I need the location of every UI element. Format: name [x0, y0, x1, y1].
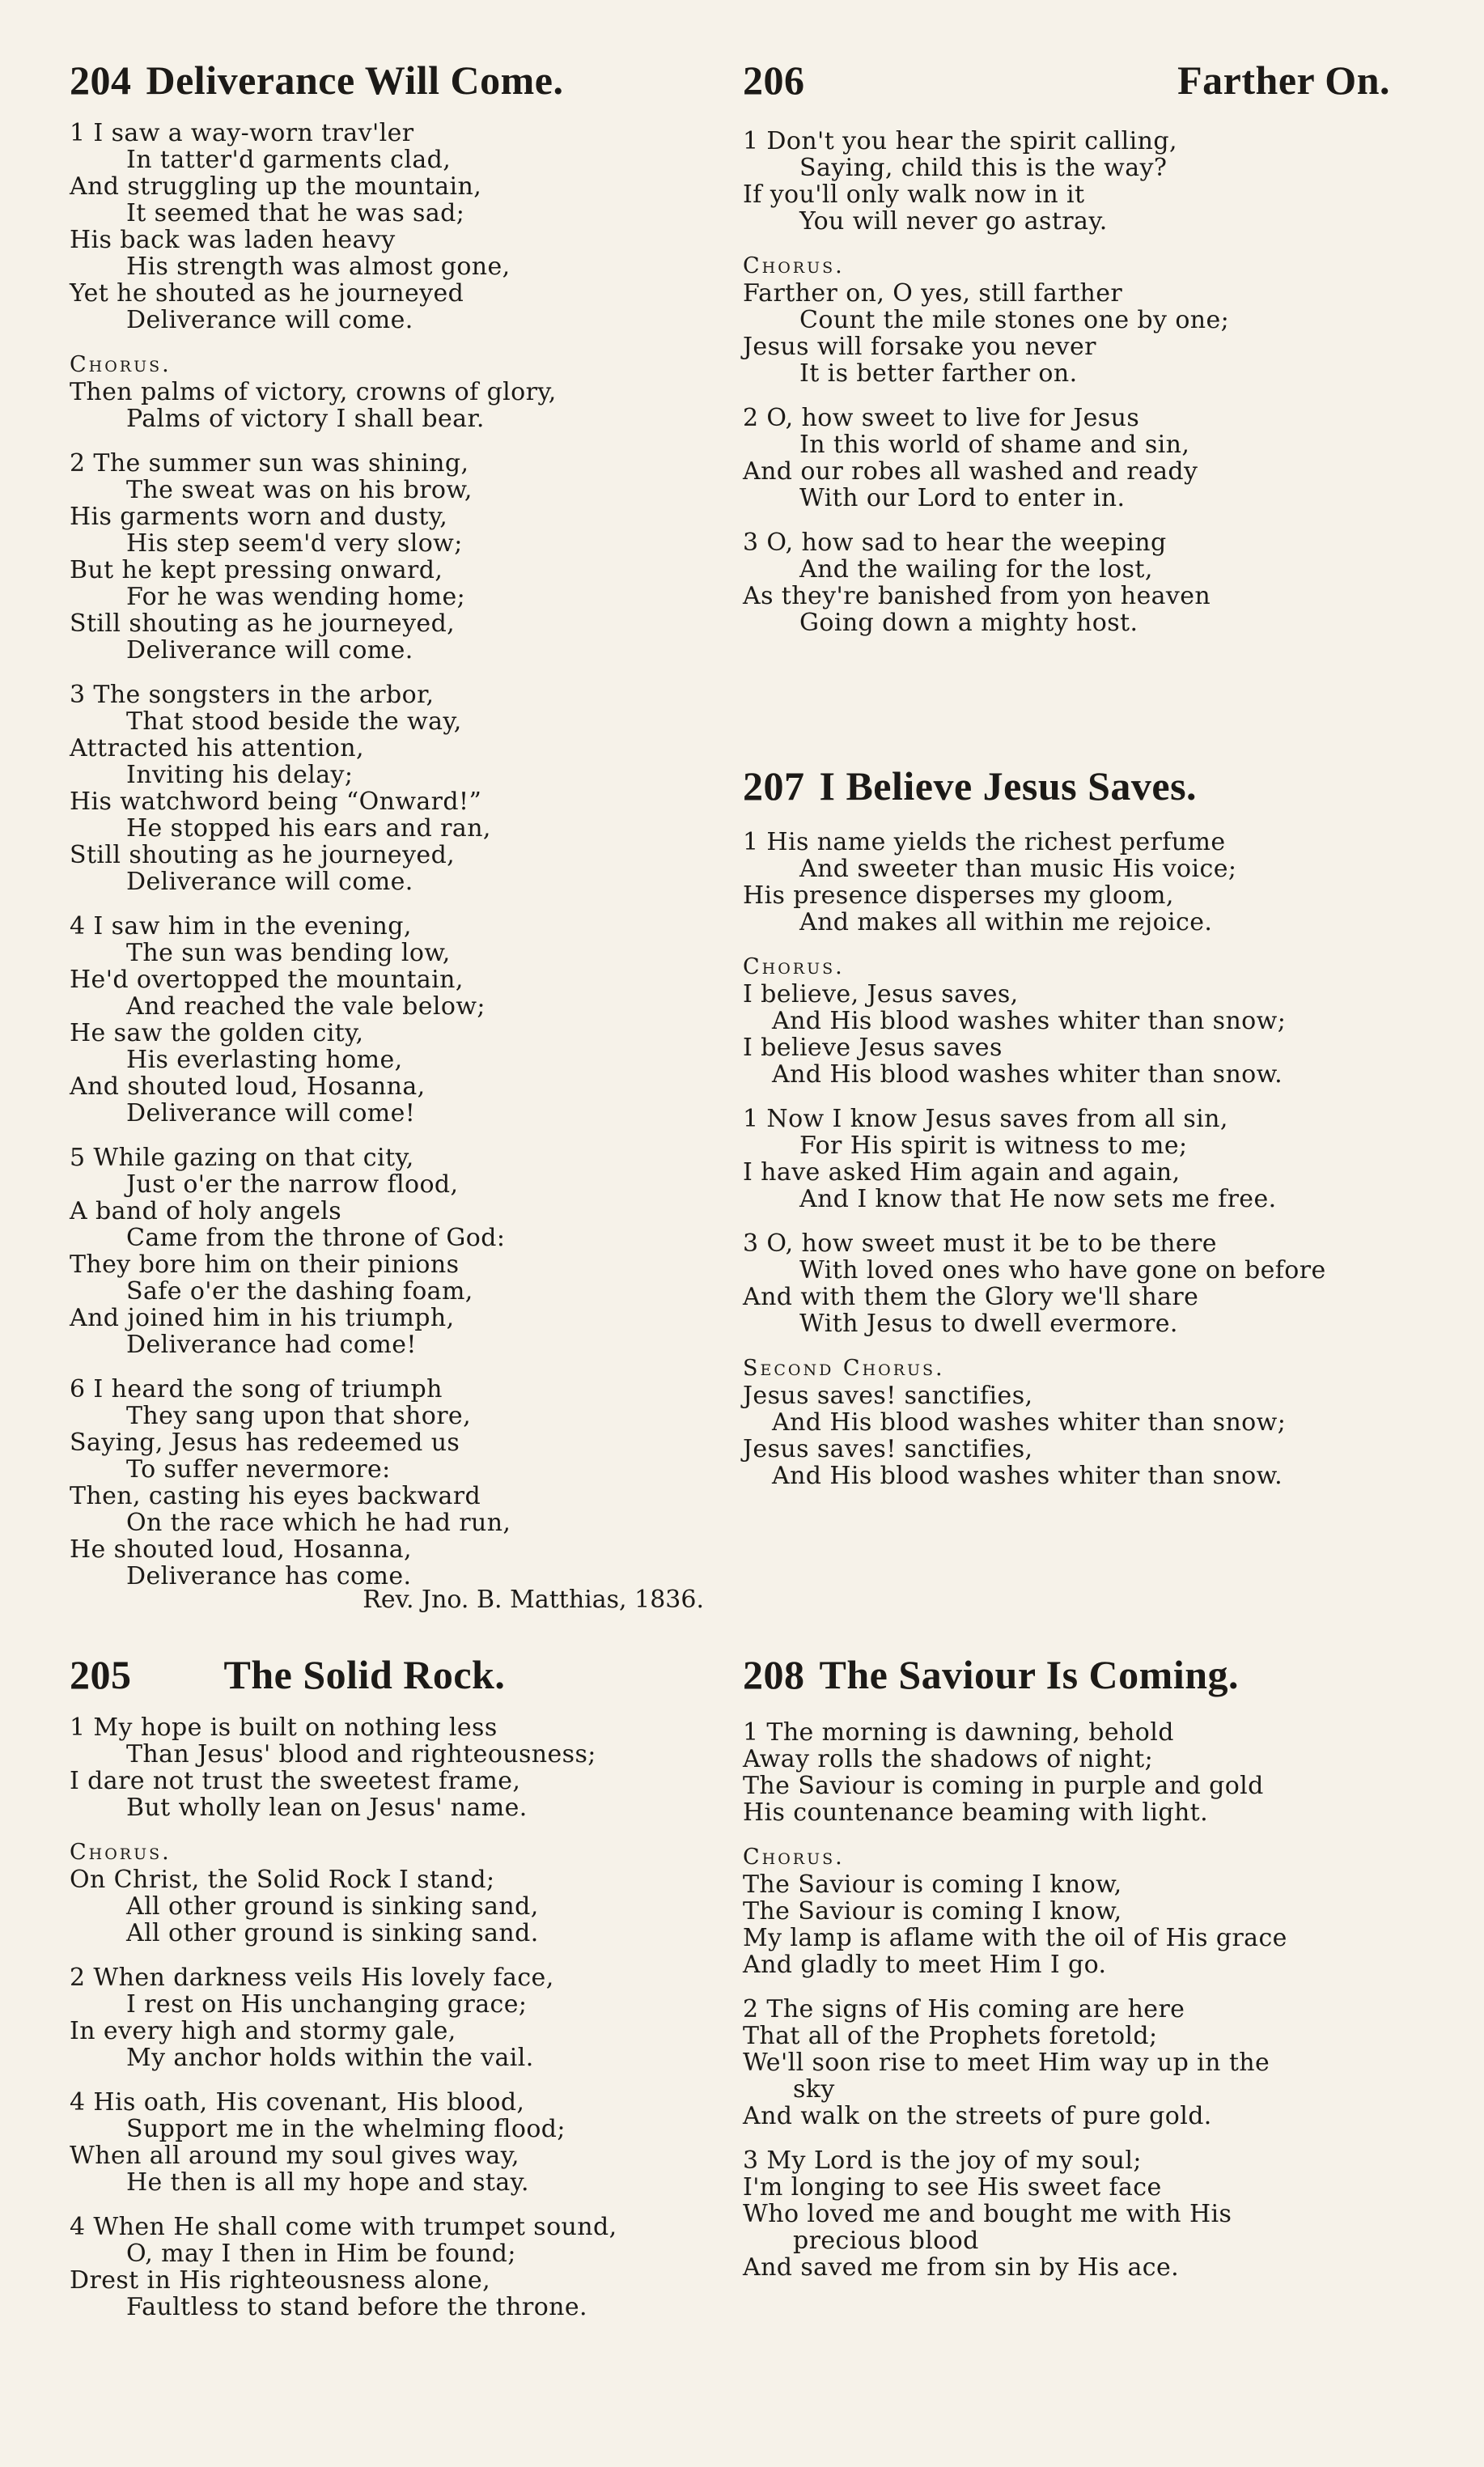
chorus	[743, 953, 1414, 1088]
verse-line: And the wailing for the lost,	[799, 555, 1153, 584]
verse-3	[743, 1230, 1414, 1337]
chorus	[743, 1844, 1414, 1978]
verse-3	[743, 2147, 1414, 2281]
verse-line: They sang upon that shore,	[126, 1402, 472, 1430]
chorus-label: Chorus.	[743, 954, 845, 979]
verse-line: 2 O, how sweet to live for Jesus	[743, 404, 1140, 432]
verse-line: In this world of shame and sin,	[799, 431, 1190, 459]
verse-1	[743, 128, 1414, 235]
verse-line: Still shouting as he journeyed,	[70, 841, 456, 869]
verse-2	[70, 450, 717, 664]
verse-4	[70, 913, 717, 1127]
verse-line: His presence disperses my gloom,	[743, 881, 1174, 910]
second-chorus-label: Second Chorus.	[743, 1356, 945, 1381]
verse-line: Deliverance will come.	[126, 306, 413, 334]
verse-line: Deliverance has come.	[126, 1562, 412, 1590]
verse-line: We'll soon rise to meet Him way up in the	[743, 2049, 1270, 2077]
verse-line: Going down a mighty host.	[799, 609, 1138, 637]
verse-line: But he kept pressing onward,	[70, 556, 443, 584]
verse-line: I'm longing to see His sweet face	[743, 2173, 1162, 2202]
chorus-line: The Saviour is coming I know,	[743, 1870, 1122, 1899]
hymn-204	[70, 57, 717, 1613]
verse-line: 1 The morning is dawning, behold	[743, 1718, 1174, 1747]
hymn-header	[743, 57, 1414, 104]
verse-line: Just o'er the narrow flood,	[126, 1170, 459, 1199]
verse-line: Deliverance will come.	[126, 636, 413, 665]
chorus-line: Jesus saves! sanctifies,	[743, 1435, 1033, 1463]
verse-line: To suffer nevermore:	[126, 1455, 391, 1484]
verse-line: He then is all my hope and stay.	[126, 2168, 529, 2197]
verse-line: And I know that He now sets me free.	[799, 1185, 1277, 1213]
verse-line: When all around my soul gives way,	[70, 2142, 519, 2170]
verse-3	[70, 682, 717, 895]
verse-line: 5 While gazing on that city,	[70, 1144, 414, 1172]
chorus	[743, 253, 1414, 387]
verse-line: My anchor holds within the vail.	[126, 2044, 534, 2072]
chorus-line: And gladly to meet Him I go.	[743, 1951, 1107, 1979]
verse-line: Saying, child this is the way?	[799, 154, 1168, 182]
chorus-label: Chorus.	[743, 1845, 845, 1870]
hymn-207	[743, 762, 1414, 1507]
verse-2	[70, 1964, 717, 2071]
verse-3	[743, 529, 1414, 636]
verse-line: With loved ones who have gone on before	[799, 1256, 1326, 1284]
verse-line: For he was wending home;	[126, 583, 466, 611]
verse-1	[743, 829, 1414, 936]
verse-1	[70, 1714, 717, 1821]
chorus-line: The Saviour is coming I know,	[743, 1897, 1122, 1926]
verse-line: And saved me from sin by His ace.	[743, 2253, 1180, 2282]
verse-line: Drest in His righteousness alone,	[70, 2266, 491, 2295]
verse-line: As they're banished from yon heaven	[743, 582, 1211, 610]
verse-line: For His spirit is witness to me;	[799, 1132, 1188, 1160]
verse-line: He'd overtopped the mountain,	[70, 966, 464, 994]
verse-line: He saw the golden city,	[70, 1019, 364, 1047]
hymn-body	[743, 1719, 1414, 2281]
hymn-body	[70, 1714, 717, 2321]
hymn-206	[743, 57, 1414, 654]
verse-line: They bore him on their pinions	[70, 1250, 460, 1279]
hymn-title: The Saviour Is Coming.	[819, 1652, 1240, 1697]
verse-line: Than Jesus' blood and righteousness;	[126, 1740, 596, 1769]
verse-line: Faultless to stand before the throne.	[126, 2293, 587, 2321]
chorus-line: I believe Jesus saves	[743, 1034, 1003, 1062]
verse-line: A band of holy angels	[70, 1197, 342, 1225]
verse-line: Yet he shouted as he journeyed	[70, 279, 464, 308]
verse-line: And joined him in his triumph,	[70, 1304, 455, 1332]
chorus-line: And His blood washes whiter than snow;	[772, 1007, 1287, 1035]
verse-line: You will never go astray.	[799, 207, 1108, 236]
verse-line: His step seem'd very slow;	[126, 529, 463, 558]
verse-line: 1 I saw a way-worn trav'ler	[70, 119, 414, 147]
chorus-line: All other ground is sinking sand.	[126, 1919, 539, 1947]
verse-line: 2 When darkness veils His lovely face,	[70, 1964, 554, 1992]
verse-line: His everlasting home,	[126, 1046, 403, 1074]
verse-line: sky	[793, 2075, 835, 2104]
chorus-line: All other ground is sinking sand,	[126, 1892, 539, 1921]
verse-line: And walk on the streets of pure gold.	[743, 2102, 1212, 2130]
chorus-label: Chorus.	[70, 1840, 172, 1865]
chorus-line: Count the mile stones one by one;	[799, 306, 1230, 334]
verse-line: And struggling up the mountain,	[70, 172, 482, 201]
verse-2	[743, 1996, 1414, 2129]
verse-line: 1 His name yields the richest perfume	[743, 828, 1226, 856]
verse-line: And shouted loud, Hosanna,	[70, 1072, 426, 1101]
verse-line: His garments worn and dusty,	[70, 503, 448, 531]
hymn-title: Deliverance Will Come.	[146, 57, 564, 103]
verse-line: Then, casting his eyes backward	[70, 1482, 481, 1510]
hymn-body	[743, 128, 1414, 636]
hymn-header	[70, 57, 717, 104]
chorus-line: On Christ, the Solid Rock I stand;	[70, 1866, 495, 1894]
chorus-line: And His blood washes whiter than snow.	[772, 1060, 1283, 1089]
verse-line: It seemed that he was sad;	[126, 199, 465, 227]
verse-line: 2 The summer sun was shining,	[70, 449, 469, 478]
chorus-line: Palms of victory I shall bear.	[126, 405, 485, 433]
verse-line: 1 My hope is built on nothing less	[70, 1713, 498, 1742]
verse-line: 1 Don't you hear the spirit calling,	[743, 127, 1177, 155]
chorus	[70, 351, 717, 432]
verse-line: Support me in the whelming flood;	[126, 2115, 566, 2143]
verse-line: His watchword being “Onward!”	[70, 788, 482, 816]
chorus-label: Chorus.	[70, 352, 172, 377]
hymn-205	[70, 1651, 717, 2338]
hymn-header	[70, 1651, 717, 1698]
verse-line: If you'll only walk now in it	[743, 180, 1085, 209]
verse-line: I have asked Him again and again,	[743, 1158, 1181, 1187]
verse-4a	[70, 2089, 717, 2196]
hymn-body	[743, 829, 1414, 1489]
verse-line: Deliverance had come!	[126, 1331, 417, 1359]
verse-line: 4 When He shall come with trumpet sound,	[70, 2213, 617, 2241]
chorus-label: Chorus.	[743, 253, 845, 278]
verse-line: Away rolls the shadows of night;	[743, 1745, 1154, 1773]
verse-line: I rest on His unchanging grace;	[126, 1990, 528, 2019]
verse-line: He shouted loud, Hosanna,	[70, 1535, 412, 1564]
chorus-line: Farther on, O yes, still farther	[743, 279, 1123, 308]
verse-line: O, may I then in Him be found;	[126, 2240, 516, 2268]
verse-line: Deliverance will come.	[126, 868, 413, 896]
hymn-title: I Believe Jesus Saves.	[819, 763, 1198, 809]
chorus-line: It is better farther on.	[799, 359, 1078, 388]
hymn-header	[743, 1651, 1414, 1698]
verse-line: Deliverance will come!	[126, 1099, 416, 1127]
verse-line: In tatter'd garments clad,	[126, 146, 452, 174]
chorus-line: Jesus will forsake you never	[743, 333, 1096, 361]
verse-1	[70, 120, 717, 333]
hymn-number: 208	[743, 1652, 805, 1697]
verse-line: Saying, Jesus has redeemed us	[70, 1429, 460, 1457]
verse-line: 4 I saw him in the evening,	[70, 912, 412, 941]
verse-5	[70, 1144, 717, 1358]
verse-line: With Jesus to dwell evermore.	[799, 1310, 1178, 1338]
verse-6	[70, 1376, 717, 1590]
hymn-title: The Solid Rock.	[223, 1652, 506, 1697]
verse-line: And makes all within me rejoice.	[799, 908, 1213, 936]
verse-line: And sweeter than music His voice;	[799, 855, 1237, 883]
chorus	[70, 1839, 717, 1947]
verse-line: The sun was bending low,	[126, 939, 451, 967]
hymn-number: 207	[743, 763, 805, 809]
chorus-line: Then palms of victory, crowns of glory,	[70, 378, 557, 406]
verse-line: That all of the Prophets foretold;	[743, 2022, 1158, 2050]
verse-line: Attracted his attention,	[70, 734, 364, 762]
hymn-title: Farther On.	[1177, 57, 1390, 103]
verse-line: His back was laden heavy	[70, 226, 396, 254]
verse-line: On the race which he had run,	[126, 1509, 511, 1537]
attribution: Rev. Jno. B. Matthias, 1836.	[363, 1586, 704, 1614]
verse-line: Inviting his delay;	[126, 761, 354, 789]
verse-line: His countenance beaming with light.	[743, 1798, 1209, 1827]
chorus-line: And His blood washes whiter than snow;	[772, 1408, 1287, 1437]
verse-line: 3 The songsters in the arbor,	[70, 681, 435, 709]
hymn-number: 205	[70, 1652, 132, 1697]
verse-line: 1 Now I know Jesus saves from all sin,	[743, 1105, 1228, 1133]
verse-line: He stopped his ears and ran,	[126, 814, 491, 843]
verse-line: That stood beside the way,	[126, 707, 462, 736]
verse-2	[743, 405, 1414, 512]
verse-line: Came from the throne of God:	[126, 1224, 506, 1252]
chorus-line: And His blood washes whiter than snow.	[772, 1462, 1283, 1490]
verse-line: And our robes all washed and ready	[743, 457, 1198, 486]
hymn-header	[743, 762, 1414, 809]
chorus-line: My lamp is aflame with the oil of His grace	[743, 1924, 1287, 1952]
hymn-208	[743, 1651, 1414, 2299]
chorus-line: Jesus saves! sanctifies,	[743, 1382, 1033, 1410]
verse-line: Who loved me and bought me with His	[743, 2200, 1232, 2228]
verse-line: With our Lord to enter in.	[799, 484, 1126, 512]
verse-line: Still shouting as he journeyed,	[70, 609, 456, 638]
verse-line: I dare not trust the sweetest frame,	[70, 1767, 521, 1795]
verse-line: 2 The signs of His coming are here	[743, 1995, 1185, 2023]
verse-line: precious blood	[793, 2227, 979, 2255]
verse-line: In every high and stormy gale,	[70, 2017, 456, 2045]
verse-4b	[70, 2214, 717, 2321]
verse-line: And reached the vale below;	[126, 992, 485, 1021]
hymn-number: 206	[743, 57, 805, 103]
second-chorus	[743, 1355, 1414, 1489]
verse-2	[743, 1106, 1414, 1212]
verse-line: The Saviour is coming in purple and gold	[743, 1772, 1264, 1800]
verse-1	[743, 1719, 1414, 1826]
verse-line: 3 O, how sad to hear the weeping	[743, 529, 1167, 557]
verse-line: The sweat was on his brow,	[126, 476, 473, 504]
verse-line: 6 I heard the song of triumph	[70, 1375, 443, 1403]
chorus-line: I believe, Jesus saves,	[743, 980, 1019, 1008]
verse-line: And with them the Glory we'll share	[743, 1283, 1199, 1311]
verse-line: His strength was almost gone,	[126, 253, 511, 281]
hymn-body	[70, 120, 717, 1613]
verse-line: Safe o'er the dashing foam,	[126, 1277, 473, 1306]
verse-line: But wholly lean on Jesus' name.	[126, 1794, 528, 1822]
verse-line: 3 O, how sweet must it be to be there	[743, 1229, 1217, 1258]
verse-line: 3 My Lord is the joy of my soul;	[743, 2146, 1142, 2175]
verse-line: 4 His oath, His covenant, His blood,	[70, 2088, 525, 2117]
hymn-number: 204	[70, 57, 132, 103]
